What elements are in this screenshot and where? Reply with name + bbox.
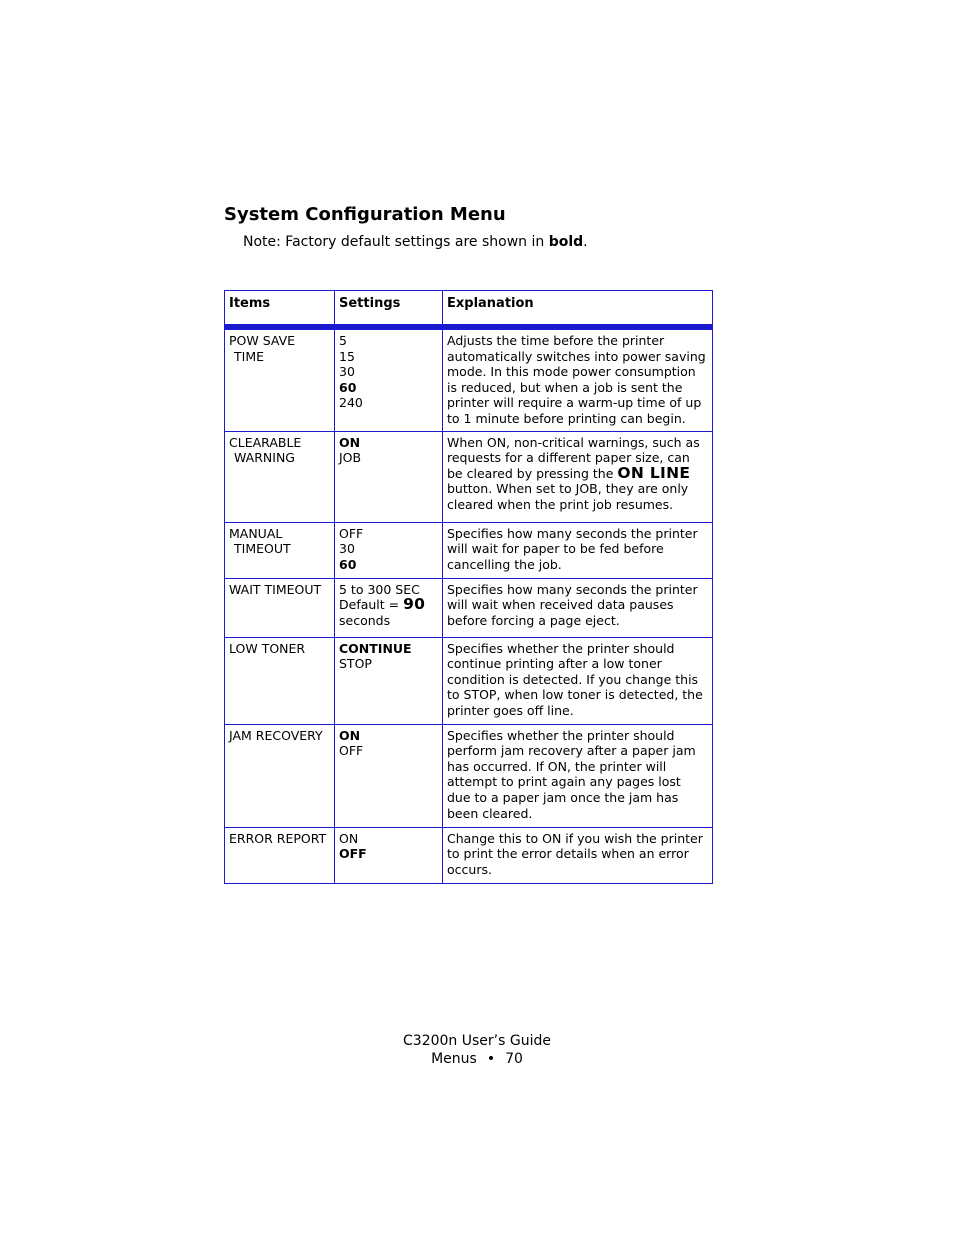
explanation-cell: Specifies whether the printer should continue printing after a low toner condition is detected. If you change this to STOP, when low toner is detected, the printer goes off line. (443, 637, 713, 724)
setting-option: 30 (339, 541, 355, 557)
setting-option: OFF (339, 525, 364, 541)
explanation-text: button. When set to JOB, they are only cleared when the print job resumes. (447, 481, 689, 512)
item-line: WAIT TIMEOUT (229, 581, 322, 597)
setting-option-default: OFF (339, 846, 367, 862)
setting-option: 15 (339, 348, 355, 364)
setting-option-default: ON (339, 727, 361, 743)
default-settings-note (243, 233, 588, 251)
item-line: ERROR REPORT (229, 830, 327, 846)
footer-page-info (0, 1051, 954, 1068)
setting-option-default: 60 (339, 379, 357, 395)
settings-cell (335, 431, 443, 522)
header-explanation: Explanation (443, 291, 713, 328)
table-row (225, 637, 713, 724)
explanation-cell (443, 431, 713, 522)
footer-guide-title: C3200n User’s Guide (403, 1033, 551, 1049)
setting-option: 30 (339, 364, 355, 380)
item-cell (225, 827, 335, 883)
setting-unit: seconds (339, 612, 391, 628)
footer-bullet: • (486, 1051, 496, 1067)
setting-option-default: CONTINUE (339, 640, 412, 656)
explanation-text: When ON, non-critical warnings, such as requests for a different paper size, can be cleared by pressing the (447, 434, 700, 481)
item-line: MANUAL (229, 525, 283, 541)
setting-option-default: 60 (339, 556, 357, 572)
settings-cell (335, 522, 443, 578)
item-line: WARNING (234, 450, 295, 466)
note-suffix: . (583, 234, 588, 250)
settings-cell (335, 578, 443, 637)
item-cell (225, 637, 335, 724)
setting-range: 5 to 300 SEC (339, 581, 420, 597)
item-line: CLEARABLE (229, 434, 302, 450)
table-row (225, 431, 713, 522)
footer-section: Menus (431, 1051, 477, 1067)
header-settings: Settings (335, 291, 443, 328)
setting-option: STOP (339, 656, 372, 672)
item-line: JAM RECOVERY (229, 727, 323, 743)
table-row (225, 724, 713, 827)
table-row (225, 578, 713, 637)
settings-cell (335, 724, 443, 827)
note-bold-word: bold (548, 234, 584, 250)
default-value: 90 (403, 595, 426, 614)
item-cell (225, 327, 335, 431)
page-title: System Configuration Menu (224, 204, 506, 225)
table-row (225, 327, 713, 431)
item-cell (225, 578, 335, 637)
setting-option: 5 (339, 333, 347, 348)
item-line: LOW TONER (229, 640, 306, 656)
item-cell (225, 431, 335, 522)
setting-option: OFF (339, 743, 364, 759)
explanation-cell: Adjusts the time before the printer automatically switches into power saving mode. In this mode power consumption is reduced, but when a job is sent the printer will require a warm-up time of up to 1 minute before printing can begin. (443, 327, 713, 431)
default-label: Default = (339, 597, 404, 613)
explanation-cell: Change this to ON if you wish the printer to print the error details when an error occurs. (443, 827, 713, 883)
item-cell (225, 724, 335, 827)
system-configuration-table (224, 290, 713, 884)
explanation-cell: Specifies whether the printer should perform jam recovery after a paper jam has occurred. If ON, the printer will attempt to print again any pages lost due to a paper jam once the jam has been cleared. (443, 724, 713, 827)
online-key-label: ON LINE (617, 463, 691, 482)
footer-page-number: 70 (505, 1051, 523, 1067)
settings-cell (335, 827, 443, 883)
setting-default-line (339, 597, 438, 613)
settings-cell (335, 327, 443, 431)
note-prefix: Note: Factory default settings are shown in (243, 234, 549, 250)
item-cell (225, 522, 335, 578)
explanation-cell: Specifies how many seconds the printer will wait when received data pauses before forcing a page eject. (443, 578, 713, 637)
setting-option: JOB (339, 450, 362, 466)
setting-option-default: ON (339, 434, 361, 450)
explanation-cell: Specifies how many seconds the printer will wait for paper to be fed before cancelling the job. (443, 522, 713, 578)
header-items: Items (225, 291, 335, 328)
table-row (225, 827, 713, 883)
table-header-row (225, 291, 713, 328)
setting-option: 240 (339, 395, 363, 411)
settings-cell (335, 637, 443, 724)
setting-option: ON (339, 830, 359, 846)
item-line: TIMEOUT (234, 541, 291, 557)
item-line: POW SAVE (229, 333, 296, 348)
table-row (225, 522, 713, 578)
item-line: TIME (234, 348, 265, 364)
